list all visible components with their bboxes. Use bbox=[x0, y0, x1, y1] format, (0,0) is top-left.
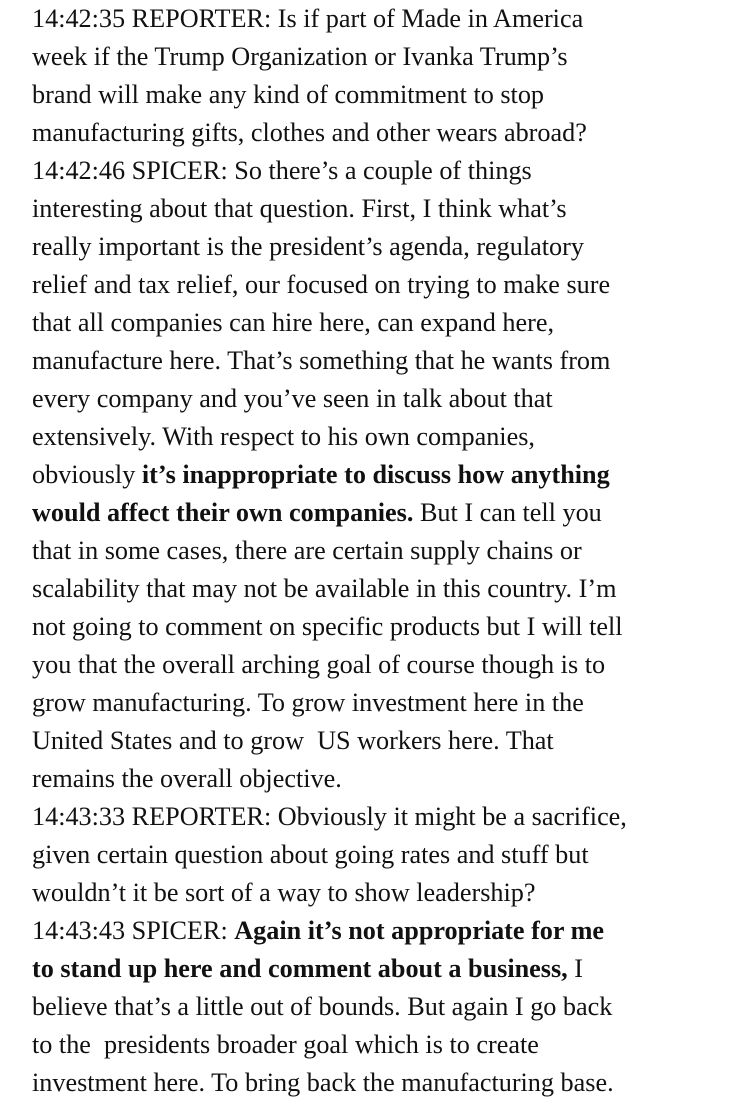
transcript-line bbox=[32, 418, 732, 456]
text-segment: United States and to grow US workers here. That bbox=[32, 726, 554, 755]
transcript-line bbox=[32, 760, 732, 798]
text-segment: really important is the president’s agenda, regulatory bbox=[32, 232, 584, 261]
text-segment: to the presidents broader goal which is to create bbox=[32, 1030, 539, 1059]
transcript-line bbox=[32, 912, 732, 950]
text-segment: you that the overall arching goal of course though is to bbox=[32, 650, 606, 679]
transcript-line bbox=[32, 76, 732, 114]
transcript-line bbox=[32, 342, 732, 380]
text-segment: brand will make any kind of commitment to stop bbox=[32, 80, 545, 109]
text-segment: interesting about that question. First, I think what’s bbox=[32, 194, 567, 223]
text-segment: that all companies can hire here, can expand here, bbox=[32, 308, 555, 337]
transcript-line bbox=[32, 1064, 732, 1102]
text-segment: believe that’s a little out of bounds. But again I go back bbox=[32, 992, 613, 1021]
bold-text-segment: it’s inappropriate to discuss how anything bbox=[141, 460, 610, 489]
text-segment: investment here. To bring back the manufacturing base. bbox=[32, 1068, 614, 1097]
transcript-line bbox=[32, 114, 732, 152]
text-segment: manufacturing gifts, clothes and other wears abroad? bbox=[32, 118, 587, 147]
transcript-line bbox=[32, 874, 732, 912]
text-segment: 14:43:43 SPICER: bbox=[32, 916, 235, 945]
transcript-line bbox=[32, 988, 732, 1026]
transcript-line bbox=[32, 836, 732, 874]
text-segment: 14:42:46 SPICER: So there’s a couple of things bbox=[32, 156, 532, 185]
transcript-line bbox=[32, 152, 732, 190]
bold-text-segment: to stand up here and comment about a business, bbox=[32, 954, 568, 983]
transcript-line bbox=[32, 950, 732, 988]
transcript-line bbox=[32, 1026, 732, 1064]
bold-text-segment: would affect their own companies. bbox=[32, 498, 414, 527]
transcript-line bbox=[32, 798, 732, 836]
text-segment: relief and tax relief, our focused on trying to make sure bbox=[32, 270, 611, 299]
text-segment: week if the Trump Organization or Ivanka Trump’s bbox=[32, 42, 568, 71]
text-segment: extensively. With respect to his own companies, bbox=[32, 422, 535, 451]
transcript-line bbox=[32, 456, 732, 494]
transcript-line bbox=[32, 684, 732, 722]
transcript-line bbox=[32, 380, 732, 418]
text-segment: I bbox=[567, 954, 584, 983]
text-segment: wouldn’t it be sort of a way to show leadership? bbox=[32, 878, 536, 907]
text-segment: not going to comment on specific products but I will tell bbox=[32, 612, 623, 641]
text-segment: But I can tell you bbox=[413, 498, 602, 527]
text-segment: given certain question about going rates and stuff but bbox=[32, 840, 589, 869]
transcript-line bbox=[32, 190, 732, 228]
text-segment: 14:42:35 REPORTER: Is if part of Made in America bbox=[32, 4, 584, 33]
transcript-line bbox=[32, 608, 732, 646]
transcript-line bbox=[32, 532, 732, 570]
text-segment: that in some cases, there are certain supply chains or bbox=[32, 536, 582, 565]
transcript-text bbox=[32, 0, 732, 1102]
transcript-line bbox=[32, 646, 732, 684]
text-segment: every company and you’ve seen in talk about that bbox=[32, 384, 553, 413]
transcript-line bbox=[32, 38, 732, 76]
text-segment: remains the overall objective. bbox=[32, 764, 342, 793]
transcript-line bbox=[32, 0, 732, 38]
transcript-line bbox=[32, 570, 732, 608]
text-segment: 14:43:33 REPORTER: Obviously it might be a sacrifice, bbox=[32, 802, 627, 831]
text-segment: grow manufacturing. To grow investment here in the bbox=[32, 688, 584, 717]
text-segment: obviously bbox=[32, 460, 142, 489]
text-segment: manufacture here. That’s something that he wants from bbox=[32, 346, 611, 375]
transcript-line bbox=[32, 722, 732, 760]
transcript-line bbox=[32, 266, 732, 304]
bold-text-segment: Again it’s not appropriate for me bbox=[234, 916, 605, 945]
transcript-line bbox=[32, 228, 732, 266]
transcript-line bbox=[32, 304, 732, 342]
transcript-line bbox=[32, 494, 732, 532]
text-segment: scalability that may not be available in this country. I’m bbox=[32, 574, 617, 603]
